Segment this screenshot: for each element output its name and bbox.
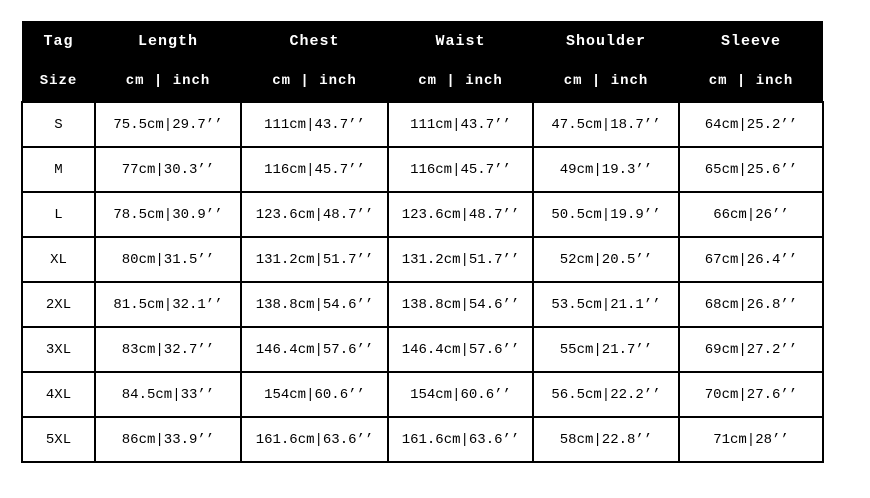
table-row-2xl	[22, 282, 823, 327]
chest-cell: 161.6cm|63.6’’	[241, 417, 388, 462]
length-cell: 77cm|30.3’’	[95, 147, 241, 192]
shoulder-cell: 53.5cm|21.1’’	[533, 282, 679, 327]
header-waist-label: Waist	[435, 32, 486, 50]
size-cell: 2XL	[22, 282, 95, 327]
header-chest-label: Chest	[289, 32, 340, 50]
shoulder-cell: 56.5cm|22.2’’	[533, 372, 679, 417]
sleeve-cell: 65cm|25.6’’	[679, 147, 823, 192]
chest-cell: 138.8cm|54.6’’	[241, 282, 388, 327]
chest-cell: 123.6cm|48.7’’	[241, 192, 388, 237]
header-shoulder-units: cm | inch	[563, 73, 649, 89]
chest-cell: 146.4cm|57.6’’	[241, 327, 388, 372]
sleeve-cell: 69cm|27.2’’	[679, 327, 823, 372]
waist-cell: 111cm|43.7’’	[388, 102, 533, 147]
length-cell: 80cm|31.5’’	[95, 237, 241, 282]
sleeve-cell: 64cm|25.2’’	[679, 102, 823, 147]
waist-cell: 131.2cm|51.7’’	[388, 237, 533, 282]
header-waist-units: cm | inch	[418, 73, 503, 89]
sleeve-cell: 70cm|27.6’’	[679, 372, 823, 417]
length-cell: 83cm|32.7’’	[95, 327, 241, 372]
sleeve-cell: 71cm|28’’	[679, 417, 823, 462]
length-cell: 78.5cm|30.9’’	[95, 192, 241, 237]
waist-cell: 154cm|60.6’’	[388, 372, 533, 417]
size-cell: 5XL	[22, 417, 95, 462]
header-sleeve-label: Sleeve	[720, 32, 781, 50]
chest-cell: 111cm|43.7’’	[241, 102, 388, 147]
table-row-l	[22, 192, 823, 237]
size-cell: M	[22, 147, 95, 192]
header-tag-label: Tag	[43, 32, 74, 50]
header-length-label: Length	[137, 32, 198, 50]
waist-cell: 146.4cm|57.6’’	[388, 327, 533, 372]
header-shoulder-label: Shoulder	[565, 32, 646, 50]
chest-cell: 116cm|45.7’’	[241, 147, 388, 192]
sleeve-cell: 68cm|26.8’’	[679, 282, 823, 327]
shoulder-cell: 52cm|20.5’’	[533, 237, 679, 282]
length-cell: 84.5cm|33’’	[95, 372, 241, 417]
sleeve-cell: 67cm|26.4’’	[679, 237, 823, 282]
shoulder-cell: 50.5cm|19.9’’	[533, 192, 679, 237]
sleeve-cell: 66cm|26’’	[679, 192, 823, 237]
shoulder-cell: 55cm|21.7’’	[533, 327, 679, 372]
header-row	[22, 21, 823, 102]
length-cell: 86cm|33.9’’	[95, 417, 241, 462]
column-header-shoulder	[533, 21, 679, 102]
waist-cell: 138.8cm|54.6’’	[388, 282, 533, 327]
column-header-length	[95, 21, 241, 102]
size-cell: 3XL	[22, 327, 95, 372]
header-size-label: Size	[39, 73, 78, 89]
table-row-m	[22, 147, 823, 192]
length-cell: 75.5cm|29.7’’	[95, 102, 241, 147]
column-header-sleeve	[679, 21, 823, 102]
length-cell: 81.5cm|32.1’’	[95, 282, 241, 327]
table-row-5xl	[22, 417, 823, 462]
table-body	[22, 102, 823, 462]
column-header-waist	[388, 21, 533, 102]
waist-cell: 161.6cm|63.6’’	[388, 417, 533, 462]
table-row-4xl	[22, 372, 823, 417]
size-cell: 4XL	[22, 372, 95, 417]
chest-cell: 131.2cm|51.7’’	[241, 237, 388, 282]
table-row-xl	[22, 237, 823, 282]
column-header-chest	[241, 21, 388, 102]
header-chest-units: cm | inch	[272, 73, 357, 89]
header-length-units: cm | inch	[125, 73, 211, 89]
shoulder-cell: 58cm|22.8’’	[533, 417, 679, 462]
shoulder-cell: 49cm|19.3’’	[533, 147, 679, 192]
size-cell: S	[22, 102, 95, 147]
size-cell: L	[22, 192, 95, 237]
table-header	[22, 21, 823, 102]
table-row-s	[22, 102, 823, 147]
chest-cell: 154cm|60.6’’	[241, 372, 388, 417]
column-header-tag-size	[22, 21, 95, 102]
shoulder-cell: 47.5cm|18.7’’	[533, 102, 679, 147]
waist-cell: 116cm|45.7’’	[388, 147, 533, 192]
waist-cell: 123.6cm|48.7’’	[388, 192, 533, 237]
header-sleeve-units: cm | inch	[708, 73, 794, 89]
size-cell: XL	[22, 237, 95, 282]
table-row-3xl	[22, 327, 823, 372]
size-chart-table	[21, 21, 824, 463]
